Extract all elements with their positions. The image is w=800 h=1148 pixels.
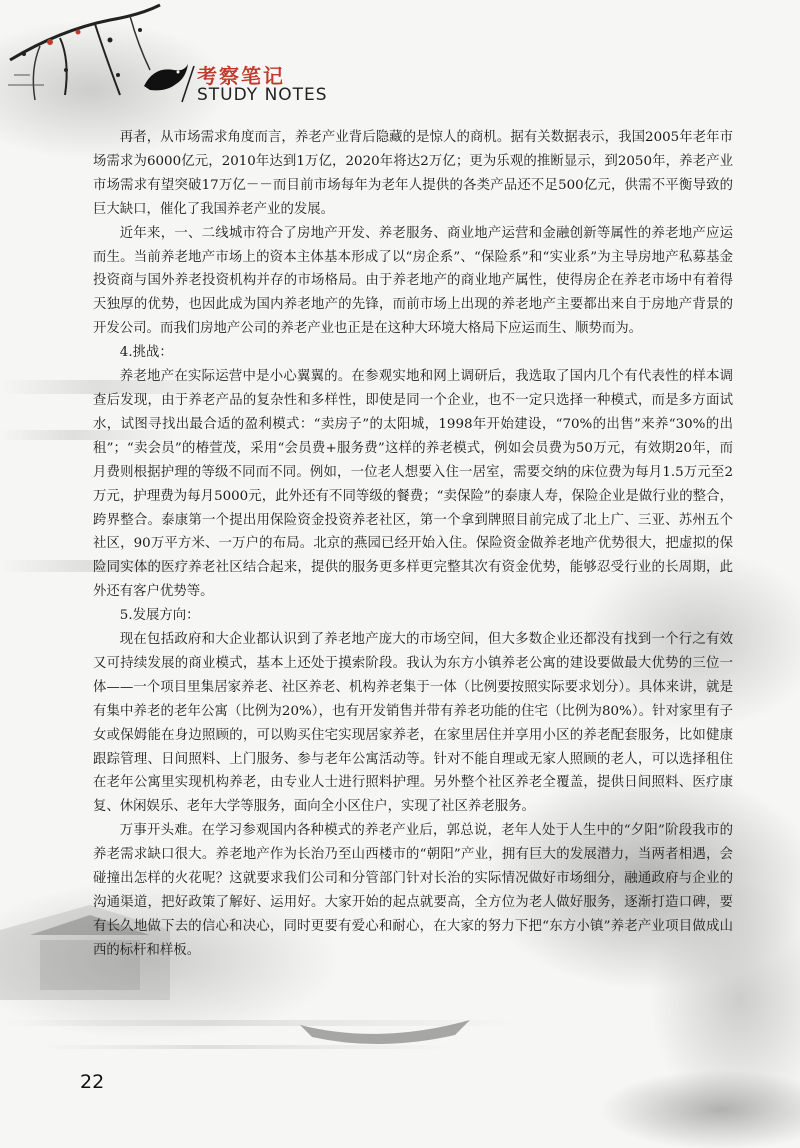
- page-header: [0, 0, 800, 120]
- heading-development-direction: 5.发展方向：: [119, 608, 200, 624]
- paragraph-senior-real-estate: 近年来，一、二线城市符合了房地产开发、养老服务、商业地产运营和金融创新等属性的养老地产应运而生。当前养老地产市场上的资本主体基本形成了以“房企系”、“保险系”和“实业系”为主导房地产私募基金投资商与国外养老投资机构并存的市场格局。由于养老地产的商业地产属性，使得房企在养老市场中有着得天独厚的优势，也因此成为国内养老地产的先锋，而前市场上出现的养老地产主要都出来自于房地产背景的开发公司。而我们房地产公司的养老产业也正是在这种大环境大格局下应运而生、顺势而为。: [93, 225, 733, 337]
- section-title: 考察笔记: [197, 64, 285, 88]
- article-body: [93, 126, 733, 963]
- page-number: 22: [80, 1071, 105, 1093]
- paragraph-market-demand: 再者，从市场需求角度而言，养老产业背后隐藏的是惊人的商机。据有关数据表示，我国2005年老年市场需求为6000亿元，2010年达到1万亿，2020年将达2万亿；更为乐观的推断显示，到2050年，养老产业市场需求有望突破17万亿－－而目前市场每年为老年人提供的各类产品还不足500亿元，供需不平衡导致的巨大缺口，催化了我国养老产业的发展。: [93, 130, 733, 217]
- section-subtitle: STUDY NOTES: [197, 85, 328, 105]
- heading-challenges: 4.挑战：: [119, 345, 173, 361]
- paragraph-development-direction: 现在包括政府和大企业都认识到了养老地产庞大的市场空间，但大多数企业还都没有找到一个行之有效又可持续发展的商业模式，基本上还处于摸索阶段。我认为东方小镇养老公寓的建设要做最大优势的三位一体——一个项目里集居家养老、社区养老、机构养老集于一体（比例要按照实际要求划分）。具体来讲，就是有集中养老的老年公寓（比例为20%），也有开发销售并带有养老功能的住宅（比例为80%）。针对家里有子女或保姆能在身边照顾的，可以购买住宅实现居家养老，在家里居住并享用小区的养老配套服务，比如健康跟踪管理、日间照料、上门服务、参与老年公寓活动等。针对不能自理或无家人照顾的老人，可以选择租住在老年公寓里实现机构养老，由专业人士进行照料护理。另外整个社区养老全覆盖，提供日间照料、医疗康复、休闲娱乐、老年大学等服务，面向全小区住户，实现了社区养老服务。: [93, 632, 733, 815]
- paragraph-challenges: 养老地产在实际运营中是小心翼翼的。在参观实地和网上调研后，我选取了国内几个有代表性的样本调查后发现，由于养老产品的复杂性和多样性，即使是同一个企业，也不一定只选择一种模式，而是多方面试水，试图寻找出最合适的盈利模式：“卖房子”的太阳城，1998年开始建设，“70%的出售”来养“30%的出租”；“卖会员”的椿萱茂，采用“会员费+服务费”这样的养老模式，例如会员费为50万元，有效期20年，而月费则根据护理的等级不同而不同。例如，一位老人想要入住一居室，需要交纳的床位费为每月1.5万元至2万元，护理费为每月5000元，此外还有不同等级的餐费；“卖保险”的泰康人寿，保险企业是做行业的整合，跨界整合。泰康第一个提出用保险资金投资养老社区，第一个拿到牌照目前完成了北上广、三亚、苏州五个社区，90万平方米、一万户的布局。北京的燕园已经开始入住。保险资金做养老地产优势很大，把虚拟的保险同实体的医疗养老社区结合起来，提供的服务更多样更完整其次有资金优势，能够忍受行业的长周期，此外还有客户优势等。: [93, 369, 733, 600]
- header-divider-slash: [178, 64, 198, 104]
- paragraph-conclusion: 万事开头难。在学习参观国内各种模式的养老产业后，郭总说，老年人处于人生中的“夕阳”阶段我市的养老需求缺口很大。养老地产作为长治乃至山西楼市的“朝阳”产业，拥有巨大的发展潜力，当两者相遇，会碰撞出怎样的火花呢？这就要求我们公司和分管部门针对长治的实际情况做好市场细分，融通政府与企业的沟通渠道，把好政策了解好、运用好。大家开始的起点就要高，全方位为老人做好服务，逐渐打造口碑，要有长久地做下去的信心和决心，同时更要有爱心和耐心，在大家的努力下把“东方小镇”养老产业项目做成山西的标杆和样板。: [93, 823, 733, 958]
